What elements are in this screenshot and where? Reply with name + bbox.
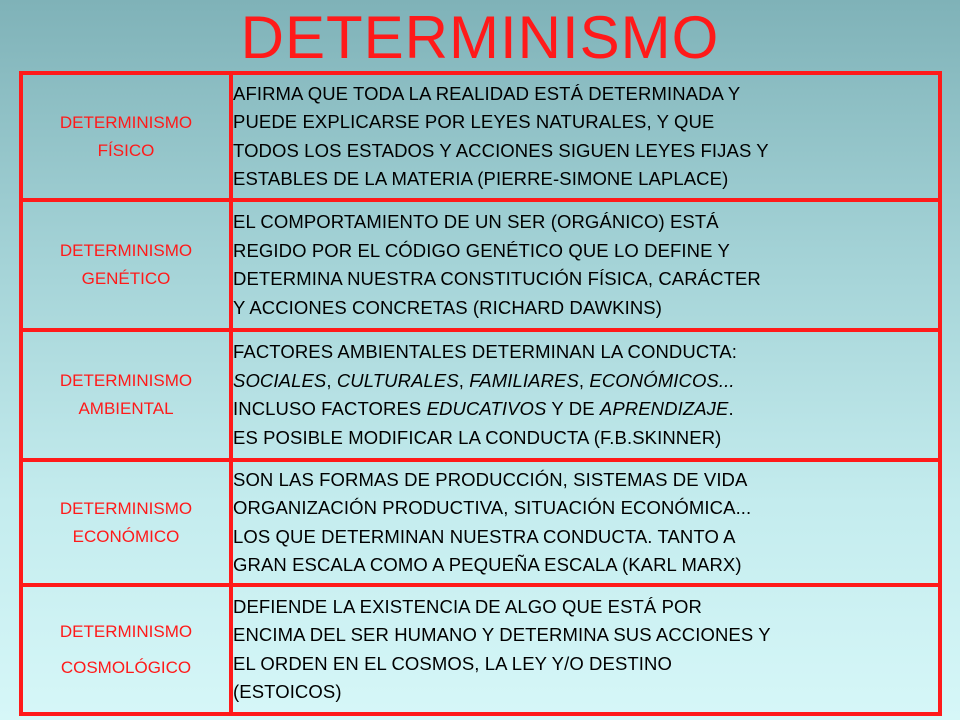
description-line: ESTABLES DE LA MATERIA (PIERRE-SIMONE LAPLACE) — [233, 168, 729, 189]
term-cell-fisico — [21, 73, 231, 200]
description-cell-genetico — [231, 200, 940, 330]
description-line: (ESTOICOS) — [233, 681, 342, 702]
term-label: GENÉTICO — [81, 269, 171, 288]
description-line: ENCIMA DEL SER HUMANO Y DETERMINA SUS ACCIONES Y — [233, 624, 771, 645]
description-line: Y ACCIONES CONCRETAS (RICHARD DAWKINS) — [233, 296, 663, 318]
description-cell-ambiental — [231, 330, 940, 460]
term-cell-cosmologico — [21, 585, 231, 714]
italic-term: CULTURALES — [336, 369, 459, 391]
term-cell-ambiental — [21, 330, 231, 460]
separator: , — [578, 369, 590, 391]
description-line: EL ORDEN EN EL COSMOS, LA LEY Y/O DESTINO — [233, 652, 672, 674]
description-line — [233, 367, 938, 396]
text-segment: INCLUSO FACTORES — [233, 398, 427, 419]
italic-term: APRENDIZAJE — [599, 398, 729, 419]
table-row — [21, 73, 940, 200]
description-cell-cosmologico — [231, 585, 940, 714]
description-line: REGIDO POR EL CÓDIGO GENÉTICO QUE LO DEFINE Y — [233, 239, 730, 261]
term-label: COSMOLÓGICO — [60, 657, 192, 677]
description-line: SON LAS FORMAS DE PRODUCCIÓN, SISTEMAS DE VIDA — [233, 468, 748, 490]
description-line: EL COMPORTAMIENTO DE UN SER (ORGÁNICO) ESTÁ — [233, 211, 719, 232]
term-label: DETERMINISMO — [59, 621, 193, 641]
description-line: DEFIENDE LA EXISTENCIA DE ALGO QUE ESTÁ POR — [233, 595, 702, 617]
text-segment: Y DE — [546, 398, 600, 419]
term-label: DETERMINISMO — [59, 371, 193, 390]
description-line: GRAN ESCALA COMO A PEQUEÑA ESCALA (KARL MARX) — [233, 554, 742, 575]
description-line: ES POSIBLE MODIFICAR LA CONDUCTA (F.B.SKINNER) — [233, 426, 722, 448]
table-row — [21, 330, 940, 460]
description-line: ORGANIZACIÓN PRODUCTIVA, SITUACIÓN ECONÓMICA... — [233, 497, 752, 518]
description-line: DETERMINA NUESTRA CONSTITUCIÓN FÍSICA, CARÁCTER — [233, 268, 761, 289]
description-line: AFIRMA QUE TODA LA REALIDAD ESTÁ DETERMINADA Y — [233, 82, 741, 104]
term-label: ECONÓMICO — [72, 526, 180, 546]
italic-term: FAMILIARES — [469, 369, 579, 391]
description-line: FACTORES AMBIENTALES DETERMINAN LA CONDUCTA: — [233, 341, 737, 362]
table-row — [21, 460, 940, 585]
italic-term: ECONÓMICOS... — [589, 369, 735, 391]
description-line: PUEDE EXPLICARSE POR LEYES NATURALES, Y QUE — [233, 111, 715, 132]
table-row — [21, 585, 940, 714]
description-cell-fisico — [231, 73, 940, 200]
term-cell-genetico — [21, 200, 231, 330]
term-cell-economico — [21, 460, 231, 585]
text-segment: . — [728, 398, 734, 419]
description-line: LOS QUE DETERMINAN NUESTRA CONDUCTA. TANTO A — [233, 525, 736, 547]
term-label: AMBIENTAL — [78, 399, 174, 418]
description-line — [233, 395, 938, 424]
determinism-table — [19, 71, 942, 716]
description-line: TODOS LOS ESTADOS Y ACCIONES SIGUEN LEYES FIJAS Y — [233, 139, 769, 161]
term-label: DETERMINISMO — [59, 241, 193, 260]
separator: , — [458, 369, 470, 391]
separator: , — [326, 369, 337, 391]
table-row — [21, 200, 940, 330]
term-label: DETERMINISMO — [59, 498, 193, 518]
page-title: DETERMINISMO — [240, 4, 720, 71]
term-label: DETERMINISMO — [59, 112, 193, 132]
italic-term: SOCIALES — [233, 369, 327, 391]
term-label: FÍSICO — [97, 140, 155, 160]
italic-term: EDUCATIVOS — [426, 398, 547, 419]
description-cell-economico — [231, 460, 940, 585]
